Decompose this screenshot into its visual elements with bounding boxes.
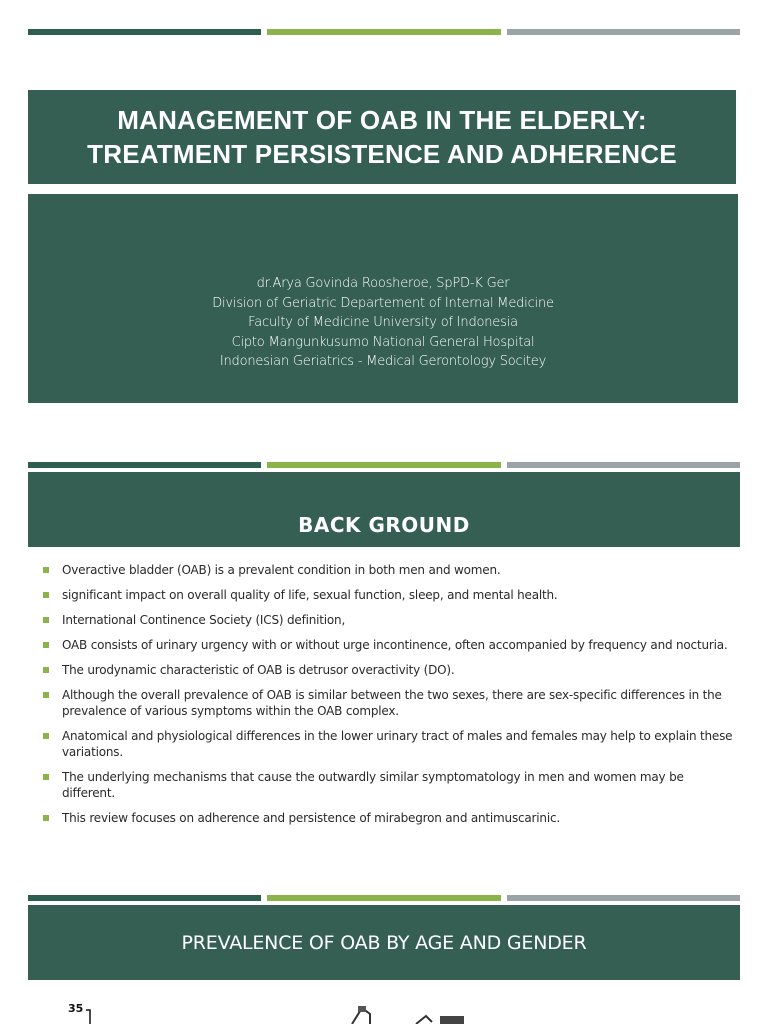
accent-bar-gray bbox=[507, 462, 740, 468]
bullet-text: International Continence Society (ICS) definition, bbox=[62, 613, 346, 627]
list-item bbox=[40, 810, 740, 826]
author-faculty: Faculty of Medicine University of Indonesia bbox=[248, 315, 518, 330]
slide-title-box bbox=[28, 90, 736, 184]
square-bullet-icon bbox=[43, 692, 49, 698]
background-heading: BACK GROUND bbox=[298, 512, 470, 537]
bullet-text: The underlying mechanisms that cause the outwardly similar symptomatology in men and women may be different. bbox=[62, 770, 684, 800]
square-bullet-icon bbox=[43, 774, 49, 780]
list-item bbox=[40, 769, 740, 801]
accent-bar-green bbox=[267, 462, 500, 468]
list-item bbox=[40, 612, 740, 628]
bullet-text: Although the overall prevalence of OAB is similar between the two sexes, there are sex-specific differences in the prevalence of various symptoms within the OAB complex. bbox=[62, 688, 722, 718]
author-division: Division of Geriatric Departement of Internal Medicine bbox=[212, 295, 554, 311]
accent-bar-dark bbox=[28, 462, 261, 468]
bullet-text: This review focuses on adherence and persistence of mirabegron and antimuscarinic. bbox=[62, 811, 560, 825]
square-bullet-icon bbox=[43, 567, 49, 573]
bullet-text: significant impact on overall quality of life, sexual function, sleep, and mental health. bbox=[62, 588, 558, 602]
square-bullet-icon bbox=[43, 642, 49, 648]
author-info-box bbox=[28, 194, 738, 403]
accent-bar-dark bbox=[28, 29, 261, 35]
slide3-accent-bars bbox=[28, 895, 740, 901]
accent-bar-gray bbox=[507, 895, 740, 901]
top-accent-bars bbox=[28, 29, 740, 35]
bullet-text: Overactive bladder (OAB) is a prevalent condition in both men and women. bbox=[62, 563, 501, 577]
list-item bbox=[40, 637, 740, 653]
accent-bar-gray bbox=[507, 29, 740, 35]
accent-bar-dark bbox=[28, 895, 261, 901]
list-item bbox=[40, 587, 740, 603]
list-item bbox=[40, 562, 740, 578]
prevalence-heading-box bbox=[28, 905, 740, 980]
chart-legend-fragment bbox=[416, 1016, 432, 1024]
author-name: dr.Arya Govinda Roosheroe, SpPD-K Ger bbox=[256, 276, 510, 291]
slide2-accent-bars bbox=[28, 462, 740, 468]
slide-title-line-2: TREATMENT PERSISTENCE AND ADHERENCE bbox=[87, 139, 677, 169]
bullet-text: Anatomical and physiological differences in the lower urinary tract of males and females may help to explain these variations. bbox=[62, 729, 733, 759]
background-bullet-list bbox=[40, 562, 740, 835]
list-item bbox=[40, 687, 740, 719]
slide-title-line-1: MANAGEMENT OF OAB IN THE ELDERLY: bbox=[117, 105, 647, 135]
square-bullet-icon bbox=[43, 815, 49, 821]
bullet-text: The urodynamic characteristic of OAB is detrusor overactivity (DO). bbox=[62, 663, 455, 677]
author-society: Indonesian Geriatrics - Medical Gerontology Socitey bbox=[219, 354, 547, 369]
accent-bar-green bbox=[267, 895, 500, 901]
square-bullet-icon bbox=[43, 617, 49, 623]
author-hospital: Cipto Mangunkusumo National General Hospital bbox=[231, 334, 535, 350]
list-item bbox=[40, 728, 740, 760]
list-item bbox=[40, 662, 740, 678]
square-bullet-icon bbox=[43, 733, 49, 739]
accent-bar-green bbox=[267, 29, 500, 35]
background-heading-box bbox=[28, 472, 740, 547]
chart-y-axis bbox=[86, 1010, 90, 1024]
chart-marker bbox=[358, 1006, 366, 1012]
square-bullet-icon bbox=[43, 592, 49, 598]
square-bullet-icon bbox=[43, 667, 49, 673]
chart-legend-swatch bbox=[440, 1016, 464, 1024]
chart-y-tick-label: 35 bbox=[68, 1002, 84, 1015]
prevalence-chart-partial bbox=[0, 996, 768, 1024]
prevalence-heading: PREVALENCE OF OAB BY AGE AND GENDER bbox=[181, 931, 587, 954]
bullet-text: OAB consists of urinary urgency with or without urge incontinence, often accompanied by frequency and nocturia. bbox=[62, 638, 728, 652]
